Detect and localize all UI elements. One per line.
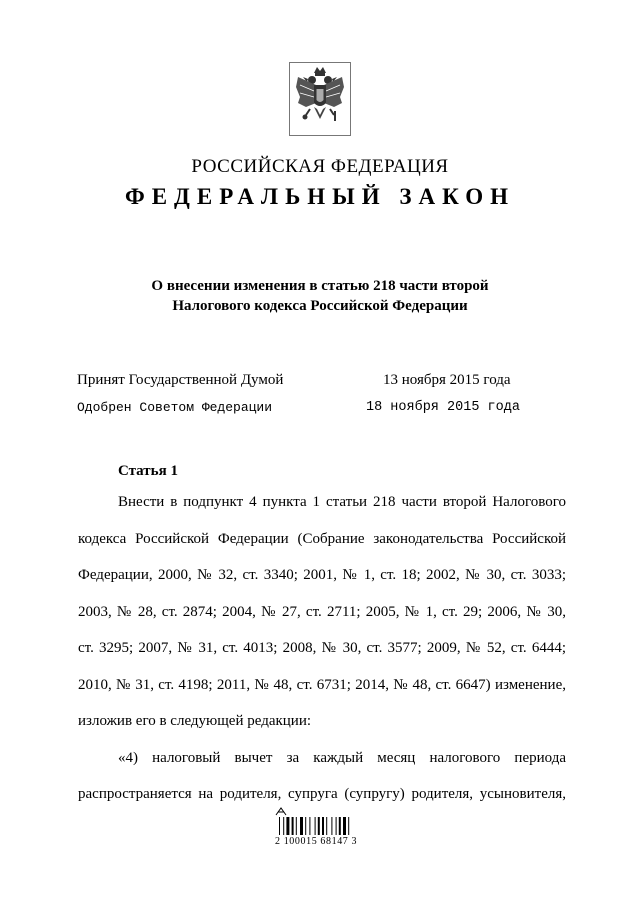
article-text-line: кодекса Российской Федерации (Собрание законодательства Российской (78, 530, 566, 547)
article-text-line: изложив его в следующей редакции: (78, 713, 312, 729)
accepted-date: 13 ноября 2015 года (383, 372, 511, 388)
law-title (0, 276, 640, 316)
law-title-line: Налогового кодекса Российской Федерации (172, 298, 468, 314)
double-headed-eagle-icon (290, 63, 350, 135)
article-text-line: 2010, № 31, ст. 4198; 2011, № 48, ст. 6731; 2014, № 48, ст. 6647) изменение, (78, 676, 566, 693)
approved-date: 18 ноября 2015 года (366, 400, 520, 415)
article-text-line: «4) налоговый вычет за каждый месяц налогового периода (118, 749, 566, 766)
barcode-icon (273, 806, 368, 836)
country-heading: РОССИЙСКАЯ ФЕДЕРАЦИЯ (191, 156, 449, 177)
article-text-line: Внести в подпункт 4 пункта 1 статьи 218 части второй Налогового (118, 494, 566, 510)
barcode (273, 806, 368, 864)
approved-by-council-label: Одобрен Советом Федерации (77, 400, 273, 415)
article-heading: Статья 1 (118, 463, 178, 479)
article-body (78, 493, 566, 822)
article-text-line: распространяется на родителя, супруга (супругу) родителя, усыновителя, (78, 786, 566, 802)
article-text-line: ст. 3295; 2007, № 31, ст. 4013; 2008, № 30, ст. 3577; 2009, № 52, ст. 6444; (78, 640, 566, 656)
article-text-line: 2003, № 28, ст. 2874; 2004, № 27, ст. 2711; 2005, № 1, ст. 29; 2006, № 30, (78, 603, 566, 620)
accepted-by-duma-label: Принят Государственной Думой (77, 372, 284, 388)
article-text-line: Федерации, 2000, № 32, ст. 3340; 2001, № 1, ст. 18; 2002, № 30, ст. 3033; (78, 567, 566, 583)
barcode-number: 2 100015 68147 3 (275, 836, 358, 847)
state-emblem (289, 62, 351, 136)
law-title-line: О внесении изменения в статью 218 части второй (151, 278, 489, 294)
document-type-heading: ФЕДЕРАЛЬНЫЙ ЗАКОН (124, 184, 516, 209)
